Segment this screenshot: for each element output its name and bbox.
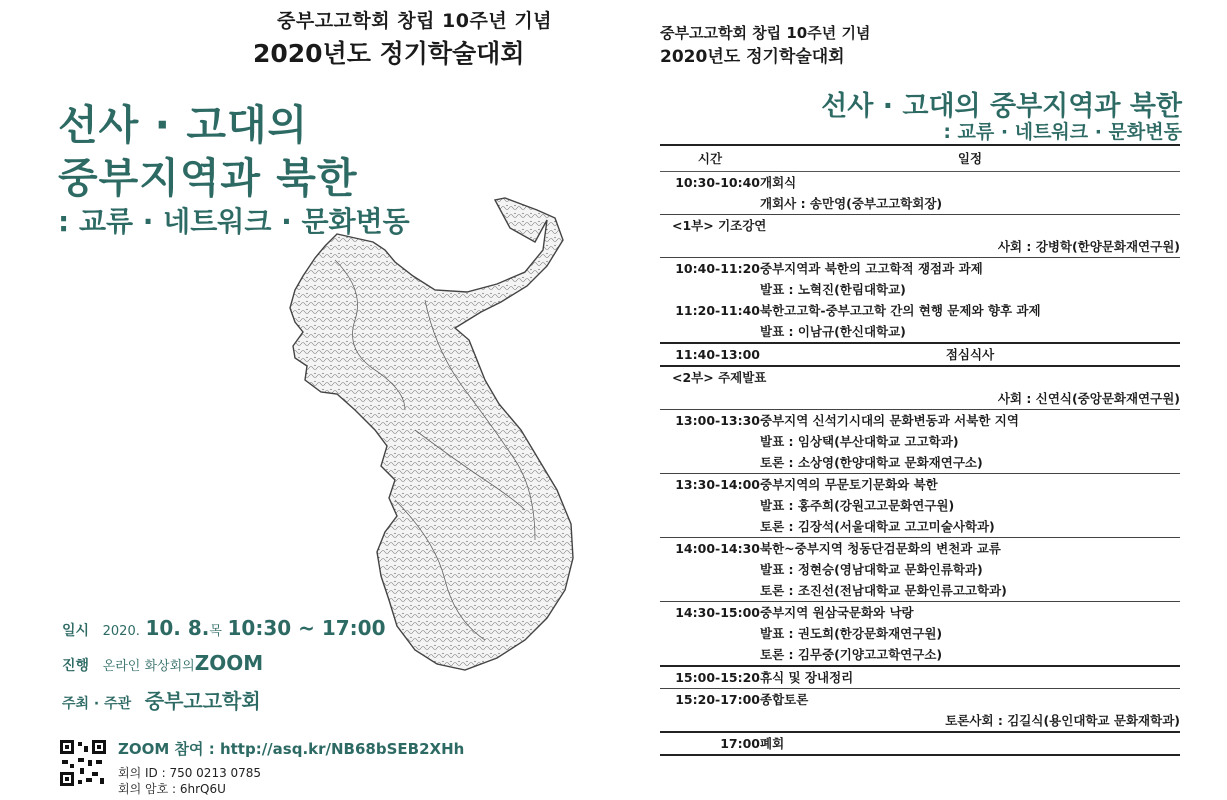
table-row: 사회 : 강병학(한양문화재연구원) (997, 239, 1180, 254)
date-monthday: 10. 8. (145, 616, 210, 640)
qr-code-icon[interactable] (58, 738, 108, 788)
host-label: 주최 · 주관 (62, 696, 132, 712)
program-title: 선사 · 고대의 중부지역과 북한 (821, 91, 1182, 122)
table-row: 사회 : 신연식(중앙문화재연구원) (997, 391, 1180, 406)
schedule-header (660, 145, 1180, 172)
table-row: 14:30-15:00 중부지역 원삼국문화와 낙랑 (660, 602, 1180, 624)
table-row: 토론사회 : 김길식(용인대학교 문화재학과) (945, 713, 1180, 728)
table-row: 토론 : 조진선(전남대학교 문화인류고고학과) (760, 583, 1007, 598)
date-weekday: 목 (209, 624, 222, 639)
program-subtitle: : 교류 · 네트워크 · 문화변동 (943, 121, 1182, 143)
table-row: <2부> 주제발표 (660, 366, 1180, 388)
event-date (62, 616, 386, 640)
event-host (62, 685, 261, 714)
schedule-table (660, 144, 1180, 756)
table-row: 15:20-17:00 종합토론 (660, 689, 1180, 711)
table-row: 토론 : 김무중(기양고고학연구소) (760, 647, 943, 662)
zoom-meeting-id: 회의 ID : 750 0213 0785 (118, 766, 262, 780)
table-row: <1부> 기조강연 (660, 215, 1180, 237)
table-row: 11:40-13:00 점심식사 (660, 343, 1180, 366)
table-row: 11:20-11:40 북한고고학-중부고고학 간의 현행 문제와 향후 과제 (675, 303, 1041, 318)
col-schedule: 일정 (760, 145, 1180, 172)
table-row: 개회사 : 송만영(중부고고학회장) (760, 196, 943, 211)
poster-subtitle: : 교류 · 네트워크 · 문화변동 (58, 205, 410, 238)
host-name: 중부고고학회 (144, 689, 261, 713)
zoom-link[interactable]: ZOOM 참여 : http://asq.kr/NB68bSEB2XHh (118, 740, 465, 758)
table-row: 발표 : 노혁진(한림대학교) (760, 282, 906, 297)
table-row: 발표 : 권도희(한강문화재연구원) (760, 626, 943, 641)
table-row: 15:00-15:20 휴식 및 장내정리 (660, 666, 1180, 689)
table-row: 17:00 폐회 (660, 732, 1180, 755)
poster-title-line2: 중부지역과 북한 (58, 154, 358, 202)
poster-supertitle: 중부고고학회 창립 10주년 기념 (277, 10, 553, 32)
program-event-title: 2020년도 정기학술대회 (660, 47, 845, 67)
table-row: 10:40-11:20 중부지역과 북한의 고고학적 쟁점과 과제 (660, 258, 1180, 280)
table-row: 토론 : 김장석(서울대학교 고고미술사학과) (760, 519, 995, 534)
zoom-password: 회의 암호 : 6hrQ6U (118, 782, 226, 796)
table-row: 토론 : 소상영(한양대학교 문화재연구소) (760, 455, 983, 470)
table-row: 14:00-14:30 북한~중부지역 청동단검문화의 변천과 교류 (660, 538, 1180, 560)
mode-zoom: ZOOM (194, 651, 264, 675)
poster-title-line1: 선사 · 고대의 (58, 101, 309, 149)
event-mode (62, 651, 263, 675)
table-row: 13:30-14:00 중부지역의 무문토기문화와 북한 (660, 474, 1180, 496)
mode-label: 진행 (62, 658, 90, 674)
table-row: 발표 : 정현승(영남대학교 문화인류학과) (760, 562, 983, 577)
date-year: 2020. (102, 624, 140, 639)
mode-text: 온라인 화상회의 (102, 659, 195, 674)
zoom-info (58, 738, 528, 796)
program-supertitle: 중부고고학회 창립 10주년 기념 (660, 24, 871, 42)
poster-event-title: 2020년도 정기학술대회 (253, 39, 525, 68)
table-row: 13:00-13:30 중부지역 신석기시대의 문화변동과 서북한 지역 (660, 410, 1180, 432)
table-row: 발표 : 이남규(한신대학교) (760, 324, 906, 339)
program-panel (640, 0, 1227, 800)
date-time: 10:30 ~ 17:00 (227, 616, 386, 640)
table-row: 10:30-10:40 개회식 (675, 175, 797, 190)
date-label: 일시 (62, 623, 90, 639)
table-row: 발표 : 임상택(부산대학교 고고학과) (760, 434, 959, 449)
col-time: 시간 (660, 145, 760, 172)
table-row: 발표 : 홍주희(강원고고문화연구원) (760, 498, 955, 513)
